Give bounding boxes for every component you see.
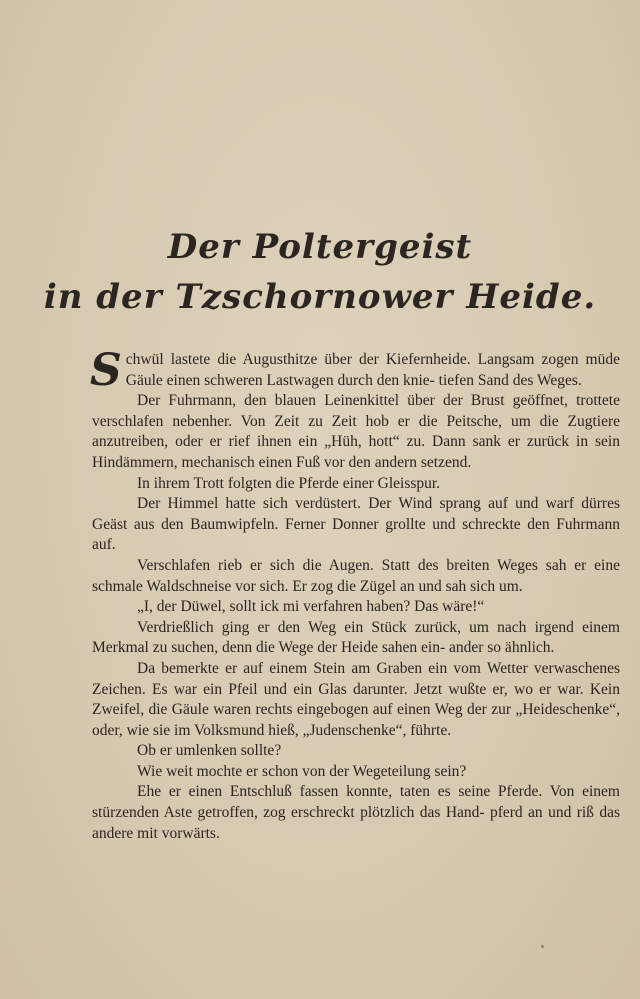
- paragraph-6: „I, der Düwel, sollt ick mi verfahren haben? Das wäre!“: [137, 598, 485, 616]
- paragraph-2: Der Fuhrmann, den blauen Leinenkittel über der Brust geöffnet, trottete verschlafen nebenher. Von Zeit zu Zeit hob er die Peitsche, um die Zugtiere anzutreiben, oder er rief ihnen ein „Hüh, hott“ zu. Dann sank er zurück in sein Hindämmern, mechanisch einen Fuß vor den andern setzend.: [92, 392, 620, 471]
- paragraph-7: Verdrießlich ging er den Weg ein Stück zurück, um nach irgend einem Merkmal zu suchen, denn die Wege der Heide sahen ein- ander so ähnlich.: [92, 618, 620, 657]
- paragraph-5: Verschlafen rieb er sich die Augen. Statt des breiten Weges sah er eine schmale Waldschneise vor sich. Er zog die Zügel an und sah sich um.: [92, 556, 620, 595]
- paragraph-1-text: chwül lastete die Augusthitze über der Kiefernheide. Langsam zogen müde Gäule einen schweren Lastwagen durch den knie- tiefen Sand des Weges.: [125, 351, 620, 389]
- paragraph-8: Da bemerkte er auf einem Stein am Graben ein vom Wetter verwaschenes Zeichen. Es war ein Pfeil und ein Glas darunter. Jetzt wußte er, wo er war. Kein Zweifel, die Gäule waren rechts eingebogen auf einen Weg der zur „Heideschenke“, oder, wie sie im Volksmund hieß, „Judenschenke“, führte.: [92, 659, 620, 739]
- chapter-title-line-2: in der Tzschornower Heide.: [43, 277, 597, 317]
- paragraph-11: Ehe er einen Entschluß fassen konnte, taten es seine Pferde. Von einem stürzenden Aste getroffen, zog erschreckt plötzlich das Hand- pferd an und riß das andere mit vorwärts.: [92, 783, 620, 842]
- drop-cap: S: [90, 345, 122, 396]
- paragraph-3: In ihrem Trott folgten die Pferde einer Gleisspur.: [137, 474, 441, 492]
- paragraph-4: Der Himmel hatte sich verdüstert. Der Wind sprang auf und warf dürres Geäst aus den Baumwipfeln. Ferner Donner grollte und schreckte den Fuhrmann auf.: [92, 495, 620, 554]
- paper-speck: [541, 945, 544, 948]
- paragraph-9: Ob er umlenken sollte?: [137, 742, 282, 760]
- paragraph-1: [90, 345, 620, 396]
- paragraph-10: Wie weit mochte er schon von der Wegeteilung sein?: [137, 762, 467, 780]
- chapter-title: [0, 222, 640, 322]
- chapter-body: [90, 345, 620, 844]
- chapter-title-line-1: Der Poltergeist: [167, 227, 473, 267]
